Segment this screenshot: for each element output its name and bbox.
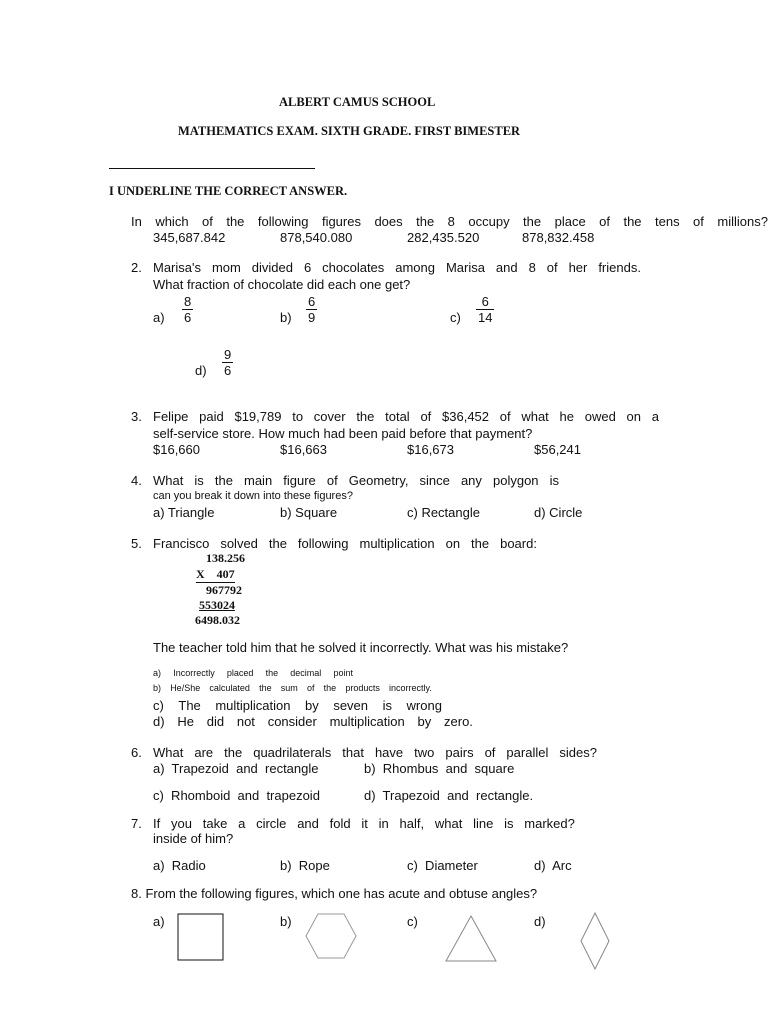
word: is [194, 473, 204, 488]
q1-option-b: 878,540.080 [280, 230, 353, 245]
q3-option-c: $16,673 [407, 442, 454, 457]
word: 8 [528, 260, 536, 275]
word: did [206, 714, 225, 729]
word: the [214, 473, 233, 488]
word: the [623, 214, 642, 229]
triangle-icon [446, 916, 496, 961]
fraction-numerator: 8 [184, 294, 192, 309]
word: place [554, 214, 586, 229]
word: 8 [447, 214, 455, 229]
word: quadrilaterals [253, 745, 332, 760]
q6-option-a: a) Trapezoid and rectangle [153, 761, 319, 776]
word: on [626, 409, 642, 424]
section-title: I UNDERLINE THE CORRECT ANSWER. [109, 184, 348, 198]
q4-option-b: b) Square [280, 505, 338, 520]
square-icon [178, 914, 223, 960]
q1-option-a: 345,687.842 [153, 230, 226, 245]
rhombus-icon [581, 913, 609, 969]
word: wrong [406, 698, 442, 713]
word: half, [399, 816, 425, 831]
word: multiplication [215, 698, 291, 713]
fraction-denominator: 6 [184, 310, 192, 325]
word: of [202, 214, 213, 229]
word: parallel [506, 745, 549, 760]
fraction-numerator: 6 [481, 294, 489, 309]
word: b) [153, 683, 162, 693]
q4-text-line2: can you break it down into these figures? [153, 490, 353, 502]
mult-result: 6498.032 [195, 613, 240, 627]
word: divided [251, 260, 293, 275]
word: two [414, 745, 435, 760]
word: a [651, 409, 659, 424]
word: placed [226, 668, 254, 678]
word: zero. [444, 714, 473, 729]
word: by [417, 714, 432, 729]
word: it [361, 816, 368, 831]
word: $36,452 [442, 409, 490, 424]
word: you [171, 816, 192, 831]
word: have [374, 745, 404, 760]
word: Felipe [153, 409, 189, 424]
mult-partial-2: 553024 [199, 598, 235, 612]
word: of [546, 260, 558, 275]
word: on [445, 536, 461, 551]
word: Francisco [153, 536, 210, 551]
word: a) [153, 668, 162, 678]
fraction-numerator: 9 [224, 347, 232, 362]
word: is [382, 698, 392, 713]
q2-option-d-letter: d) [195, 363, 207, 378]
word: d) [153, 714, 165, 729]
word: of [499, 409, 511, 424]
q3-option-b: $16,663 [280, 442, 327, 457]
word: figures [321, 214, 361, 229]
word: seven [333, 698, 369, 713]
word: line [473, 816, 494, 831]
word: the [226, 214, 245, 229]
word: following [297, 536, 349, 551]
word: a [238, 816, 246, 831]
word: of [306, 683, 315, 693]
word: is [549, 473, 559, 488]
word: the [356, 409, 375, 424]
q2-text-line2: What fraction of chocolate did each one get? [153, 277, 411, 292]
q3-option-d: $56,241 [534, 442, 581, 457]
word: Geometry, [348, 473, 409, 488]
q7-option-a: a) Radio [153, 858, 206, 873]
word: He/She [170, 683, 201, 693]
school-name: ALBERT CAMUS SCHOOL [279, 95, 436, 109]
q6-option-d: d) Trapezoid and rectangle. [364, 788, 534, 803]
q8-option-a-letter: a) [153, 914, 165, 929]
q5-number: 5. [131, 536, 142, 551]
fraction-denominator: 6 [224, 363, 232, 378]
word: following [257, 214, 309, 229]
word: fold [329, 816, 351, 831]
q7-option-d: d) Arc [534, 858, 572, 873]
q4-option-d: d) Circle [534, 505, 583, 520]
word: and [495, 260, 518, 275]
word: the [416, 214, 435, 229]
word: what [521, 409, 549, 424]
word: any [460, 473, 482, 488]
word: the [268, 536, 287, 551]
word: is [504, 816, 514, 831]
word: and [297, 816, 319, 831]
word: since [419, 473, 450, 488]
q8-option-d-letter: d) [534, 914, 546, 929]
word: multiplication [359, 536, 435, 551]
word: are [194, 745, 214, 760]
q8-text: 8. From the following figures, which one has acute and obtuse angles? [131, 886, 538, 901]
word: figure [283, 473, 316, 488]
word: total [385, 409, 410, 424]
q2-option-a-letter: a) [153, 310, 165, 325]
word: he [559, 409, 574, 424]
q7-option-b: b) Rope [280, 858, 330, 873]
q4-option-c: c) Rectangle [407, 505, 480, 520]
word: in [378, 816, 389, 831]
word: the [259, 683, 272, 693]
word: take [202, 816, 228, 831]
word: The [178, 698, 201, 713]
word: of [599, 214, 610, 229]
word: the [323, 683, 337, 693]
word: 6 [303, 260, 312, 275]
word: multiplication [329, 714, 405, 729]
word: consider [267, 714, 317, 729]
mult-multiplicand: 138.256 [206, 551, 245, 565]
word: $19,789 [234, 409, 282, 424]
word: solved [220, 536, 258, 551]
word: the [471, 536, 490, 551]
q8-option-c-letter: c) [407, 914, 418, 929]
word: by [305, 698, 319, 713]
word: occupy [468, 214, 510, 229]
q4-option-a: a) Triangle [153, 505, 215, 520]
q3-option-a: $16,660 [153, 442, 200, 457]
word: the [224, 745, 243, 760]
word: What [153, 745, 184, 760]
word: pairs [445, 745, 474, 760]
word: tens [655, 214, 680, 229]
word: paid [199, 409, 224, 424]
word: Marisa [445, 260, 485, 275]
word: owed [584, 409, 616, 424]
q6-number: 6. [131, 745, 142, 760]
word: He [177, 714, 194, 729]
q2-number: 2. [131, 260, 142, 275]
word: of [420, 409, 432, 424]
word: Incorrectly [173, 668, 215, 678]
q6-option-c: c) Rhomboid and trapezoid [153, 788, 320, 803]
word: friends. [598, 260, 641, 275]
q5-teacher-text: The teacher told him that he solved it incorrectly. What was his mistake? [153, 640, 569, 655]
word: marked? [524, 816, 575, 831]
q7-option-c: c) Diameter [407, 858, 478, 873]
word: to [292, 409, 304, 424]
mult-multiplier: X 407 [196, 567, 235, 581]
q6-option-b: b) Rhombus and square [364, 761, 515, 776]
word: what [434, 816, 463, 831]
word: polygon [492, 473, 539, 488]
q2-option-b-letter: b) [280, 310, 292, 325]
word: the [265, 668, 279, 678]
word: c) [153, 698, 164, 713]
word: products [345, 683, 380, 693]
word: among [395, 260, 435, 275]
q3-text-line2: self-service store. How much had been paid before that payment? [153, 426, 533, 441]
word: sides? [559, 745, 597, 760]
q4-number: 4. [131, 473, 142, 488]
word: mom [211, 260, 241, 275]
q8-option-b-letter: b) [280, 914, 292, 929]
hexagon-icon [306, 914, 356, 958]
word: In [131, 214, 142, 229]
word: What [153, 473, 184, 488]
mult-partial-1: 967792 [206, 583, 242, 597]
word: point [333, 668, 353, 678]
word: cover [313, 409, 346, 424]
word: circle [256, 816, 287, 831]
word: millions? [717, 214, 768, 229]
q2-option-c-letter: c) [450, 310, 461, 325]
word: not [236, 714, 255, 729]
exam-title: MATHEMATICS EXAM. SIXTH GRADE. FIRST BIMESTER [178, 124, 521, 138]
word: If [153, 816, 161, 831]
word: calculated [209, 683, 250, 693]
q7-text-line2: inside of him? [153, 831, 234, 846]
word: sum [280, 683, 298, 693]
word: her [568, 260, 588, 275]
word: of [326, 473, 338, 488]
word: the [523, 214, 542, 229]
fraction-denominator: 14 [478, 310, 493, 325]
q1-option-c: 282,435.520 [407, 230, 480, 245]
q1-option-d: 878,832.458 [522, 230, 595, 245]
q3-number: 3. [131, 409, 142, 424]
fraction-denominator: 9 [308, 310, 316, 325]
word: chocolates [322, 260, 385, 275]
word: of [484, 745, 496, 760]
q7-number: 7. [131, 816, 142, 831]
word: Marisa's [153, 260, 201, 275]
word: main [244, 473, 273, 488]
fraction-numerator: 6 [308, 294, 316, 309]
word: decimal [290, 668, 322, 678]
word: which [155, 214, 189, 229]
word: incorrectly. [389, 683, 432, 693]
word: does [374, 214, 403, 229]
word: of [693, 214, 704, 229]
word: that [342, 745, 364, 760]
word: board: [500, 536, 537, 551]
